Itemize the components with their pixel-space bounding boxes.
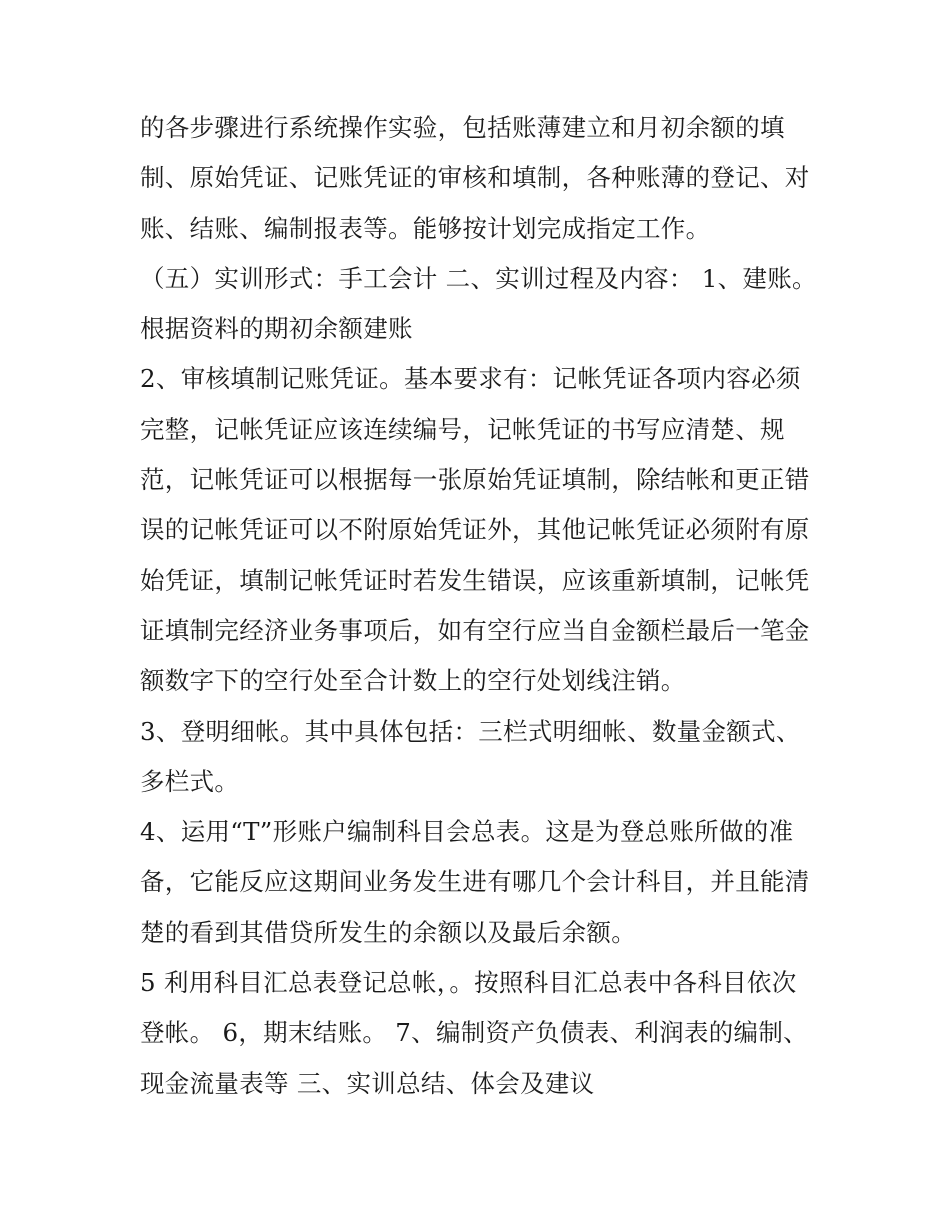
text-line-7: 完整，记帐凭证应该连续编号，记帐凭证的书写应清楚、规 <box>140 414 785 444</box>
text-line-2: 制、原始凭证、记账凭证的审核和填制，各种账薄的登记、对 <box>140 163 810 193</box>
text-line-5: 根据资料的期初余额建账 <box>140 314 413 344</box>
text-line-10: 始凭证，填制记帐凭证时若发生错误，应该重新填制，记帐凭 <box>140 565 810 595</box>
text-line-4: （五）实训形式：手工会计 二、实训过程及内容： 1、建账。 <box>140 263 817 293</box>
text-line-16: 备，它能反应这期间业务发生进有哪几个会计科目，并且能清 <box>140 867 810 897</box>
text-line-6: 2、审核填制记账凭证。基本要求有：记帐凭证各项内容必须 <box>140 364 801 394</box>
text-line-3: 账、结账、编制报表等。能够按计划完成指定工作。 <box>140 213 711 243</box>
text-line-19: 登帐。 6，期末结账。 7、编制资产负债表、利润表的编制、 <box>140 1018 808 1048</box>
text-line-18: 5 利用科目汇总表登记总帐，。按照科目汇总表中各科目依次 <box>140 968 797 998</box>
text-line-9: 误的记帐凭证可以不附原始凭证外，其他记帐凭证必须附有原 <box>140 515 810 545</box>
text-line-11: 证填制完经济业务事项后，如有空行应当自金额栏最后一笔金 <box>140 615 810 645</box>
text-line-14: 多栏式。 <box>140 766 240 796</box>
text-line-17: 楚的看到其借贷所发生的余额以及最后余额。 <box>140 917 636 947</box>
text-line-13: 3、登明细帐。其中具体包括：三栏式明细帐、数量金额式、 <box>140 716 801 746</box>
text-line-20: 现金流量表等 三、实训总结、体会及建议 <box>140 1068 595 1098</box>
body-text <box>140 103 830 1109</box>
text-line-12: 额数字下的空行处至合计数上的空行处划线注销。 <box>140 666 686 696</box>
text-line-15: 4、运用“T”形账户编制科目会总表。这是为登总账所做的准 <box>140 817 794 847</box>
text-line-8: 范，记帐凭证可以根据每一张原始凭证填制，除结帐和更正错 <box>140 465 810 495</box>
text-line-1: 的各步骤进行系统操作实验，包括账薄建立和月初余额的填 <box>140 113 785 142</box>
